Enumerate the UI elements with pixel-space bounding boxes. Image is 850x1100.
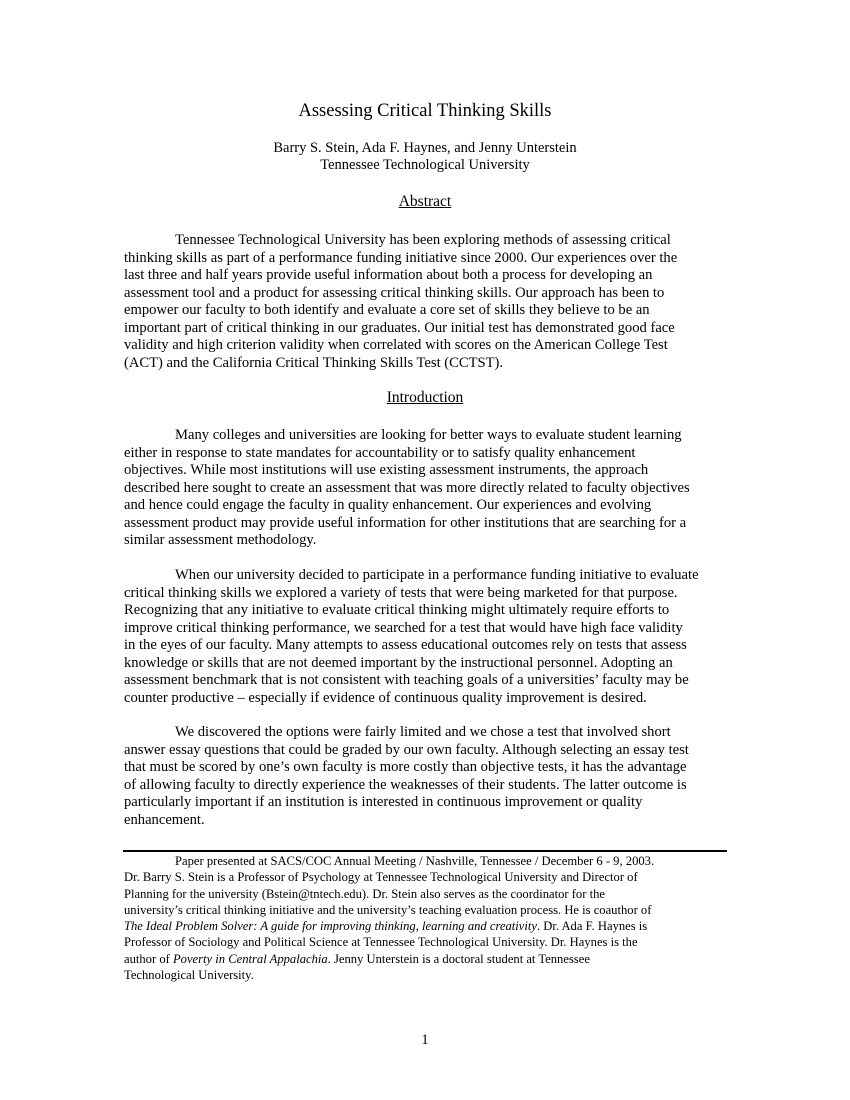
abstract-heading: Abstract bbox=[398, 193, 452, 210]
text-line: last three and half years provide useful information about both a process for developing an bbox=[124, 267, 653, 284]
text-line: enhancement. bbox=[124, 811, 205, 828]
text-line: Dr. Barry S. Stein is a Professor of Psychology at Tennessee Technological University and Director of bbox=[124, 870, 638, 885]
text-line: similar assessment methodology. bbox=[124, 532, 317, 549]
text-line: validity and high criterion validity when correlated with scores on the American College Test bbox=[124, 337, 668, 354]
text-line: in the eyes of our faculty. Many attempts to assess educational outcomes rely on tests that assess bbox=[124, 637, 687, 654]
abstract-paragraph bbox=[124, 232, 734, 372]
affiliation: Tennessee Technological University bbox=[320, 157, 530, 173]
text-line: Planning for the university (Bstein@tntech.edu). Dr. Stein also serves as the coordinator for the bbox=[124, 886, 605, 901]
text-line: of allowing faculty to directly experience the weaknesses of their students. The latter outcome is bbox=[124, 776, 687, 793]
text-line: thinking skills as part of a performance funding initiative since 2000. Our experiences over the bbox=[124, 249, 678, 266]
text-line: university’s critical thinking initiative and the university’s teaching evaluation process. He is coauthor of bbox=[124, 902, 652, 917]
book-title: The Ideal Problem Solver: A guide for improving thinking, learning and creativity bbox=[124, 919, 537, 934]
authors: Barry S. Stein, Ada F. Haynes, and Jenny Unterstein bbox=[273, 140, 577, 156]
text-line: and hence could engage the faculty in quality enhancement. Our experiences and evolving bbox=[124, 497, 652, 514]
intro-paragraph-2 bbox=[124, 567, 734, 707]
book-title: Poverty in Central Appalachia bbox=[172, 951, 328, 966]
text-line: knowledge or skills that are not deemed important by the instructional personnel. Adopting an bbox=[124, 654, 673, 671]
text-line: We discovered the options were fairly limited and we chose a test that involved short bbox=[175, 724, 671, 740]
text-line: Tennessee Technological University has been exploring methods of assessing critical bbox=[175, 232, 671, 248]
text-line: improve critical thinking performance, we searched for a test that would have high face validity bbox=[124, 619, 683, 636]
text-line: critical thinking skills we explored a variety of tests that were being marketed for that purpose. bbox=[124, 584, 678, 601]
text-line: (ACT) and the California Critical Thinking Skills Test (CCTST). bbox=[124, 354, 504, 371]
introduction-heading: Introduction bbox=[386, 389, 464, 406]
text-line: empower our faculty to both identify and evaluate a core set of skills they believe to be an bbox=[124, 302, 650, 319]
text-line: Recognizing that any initiative to evaluate critical thinking might ultimately require efforts to bbox=[124, 602, 670, 619]
text-line: assessment tool and a product for assessing critical thinking skills. Our approach has been to bbox=[124, 284, 665, 301]
text-line: important part of critical thinking in our graduates. Our initial test has demonstrated good face bbox=[124, 319, 675, 336]
text-line: either in response to state mandates for accountability or to satisfy quality enhancement bbox=[124, 444, 636, 461]
text-line: Many colleges and universities are looking for better ways to evaluate student learning bbox=[175, 427, 682, 443]
text-line: assessment benchmark that is not consistent with teaching goals of a universities’ faculty may be bbox=[124, 672, 689, 689]
intro-paragraph-1 bbox=[124, 427, 734, 550]
text-line: counter productive – especially if evidence of continuous quality improvement is desired. bbox=[124, 689, 647, 706]
text-line: described here sought to create an assessment that was more directly related to faculty objectives bbox=[124, 479, 690, 496]
intro-paragraph-3 bbox=[124, 724, 734, 829]
footnote bbox=[124, 853, 734, 983]
text-line: When our university decided to participate in a performance funding initiative to evaluate bbox=[175, 567, 699, 583]
text-line: particularly important if an institution is interested in continuous improvement or quality bbox=[124, 794, 643, 811]
text-line: that must be scored by one’s own faculty is more costly than objective tests, it has the advantage bbox=[124, 759, 687, 776]
paper-title: Assessing Critical Thinking Skills bbox=[298, 101, 552, 121]
text-line: author of Poverty in Central Appalachia. Jenny Unterstein is a doctoral student at Tennessee bbox=[124, 951, 590, 966]
footnote-rule bbox=[123, 850, 727, 852]
text-line: objectives. While most institutions will use existing assessment instruments, the approach bbox=[124, 462, 649, 479]
text-line: Paper presented at SACS/COC Annual Meeting / Nashville, Tennessee / December 6 - 9, 2003. bbox=[175, 854, 655, 868]
text-line: The Ideal Problem Solver: A guide for improving thinking, learning and creativity. Dr. Ada F. Haynes is bbox=[124, 919, 648, 934]
text-line: answer essay questions that could be graded by our own faculty. Although selecting an essay test bbox=[124, 741, 689, 758]
page-number: 1 bbox=[421, 1032, 429, 1048]
text-line: assessment product may provide useful information for other institutions that are searching for a bbox=[124, 514, 687, 531]
text-line: Professor of Sociology and Political Science at Tennessee Technological University. Dr. Haynes is the bbox=[124, 935, 638, 950]
text-line: Technological University. bbox=[124, 968, 254, 983]
